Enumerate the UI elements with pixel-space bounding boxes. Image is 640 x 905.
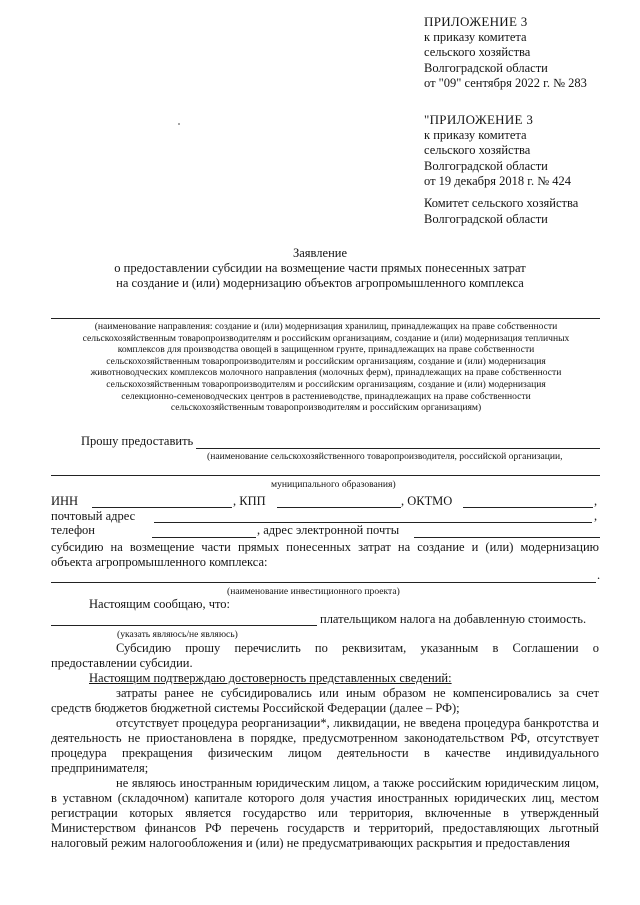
applicant-name-line[interactable] — [196, 448, 600, 449]
scan-speck — [178, 123, 180, 125]
reorg-paragraph: отсутствует процедура реорганизации*, ликвидации, не введена процедура банкротства и деятельность не приостановлена в порядке, предусмотренном законодательством РФ, отсутствует процедура прекращения физическим лицом деятельности в качестве индивидуального предпринимателя; — [51, 716, 599, 775]
appendix-original-title: "ПРИЛОЖЕНИЕ 3 — [424, 112, 534, 127]
direction-note-line: сельскохозяйственным товаропроизводителям и российским организациям, создание и (или) модернизация тепличных — [82, 332, 570, 344]
subsidy-period: . — [597, 568, 601, 582]
subsidy-line1: субсидию на возмещение части прямых понесенных затрат на создание и (или) модернизацию — [51, 540, 599, 554]
kpp-label: , КПП — [233, 494, 266, 508]
costs-paragraph: затраты ранее не субсидировались или иным образом не компенсировались за счет средств бюджетов бюджетной системы Российской Федерации (далее – РФ); — [51, 686, 599, 715]
appendix-original-line3: Волгоградской области — [424, 158, 548, 173]
appendix-current-line3: Волгоградской области — [424, 60, 548, 75]
investment-project-field[interactable] — [51, 582, 596, 583]
appendix-original-line1: к приказу комитета — [424, 127, 527, 142]
direction-note-line: селекционно-семеноводческих центров в растениеводстве, принадлежащих на праве собственности — [121, 390, 531, 402]
direction-note — [30, 321, 622, 414]
appendix-original — [424, 112, 571, 190]
addressee — [424, 196, 578, 227]
postal-comma: , — [594, 509, 598, 523]
municipality-note: муниципального образования) — [271, 479, 396, 490]
direction-note-line: сельскохозяйственным товаропроизводителям и российским организациям, создание и (или) модернизация — [106, 355, 546, 367]
investment-project-note: (наименование инвестиционного проекта) — [227, 586, 400, 597]
document-title-line2: о предоставлении субсидии на возмещение части прямых понесенных затрат — [114, 261, 526, 275]
foreign-paragraph: не являюсь иностранным юридическим лицом, а также российским юридическим лицом, в уставном (складочном) капитале которого доля участия иностранных юридических лиц, местом регистрации которых является государство или территория, включенные в утвержденный Министерством финансов РФ перечень государств и территорий, предоставляющих льготный налоговый режим налогообложения и (или) не предусматривающих раскрытия и предоставления — [51, 776, 599, 850]
vat-text: плательщиком налога на добавленную стоимость. — [320, 612, 587, 626]
appendix-current-line1: к приказу комитета — [424, 29, 527, 44]
email-field[interactable] — [414, 537, 600, 538]
appendix-current — [424, 14, 587, 92]
confirm-heading: Настоящим подтверждаю достоверность представленных сведений: — [89, 671, 452, 685]
oktmo-field[interactable] — [463, 507, 593, 508]
vat-label: Настоящим сообщаю, что: — [89, 597, 231, 611]
appendix-original-line2: сельского хозяйства — [424, 143, 531, 157]
addressee-line1: Комитет сельского хозяйства — [424, 196, 579, 210]
email-label: , адрес электронной почты — [257, 523, 400, 537]
oktmo-label: , ОКТМО — [401, 494, 453, 508]
phone-field[interactable] — [152, 537, 256, 538]
direction-note-line: комплексов для производства овощей в защищенном грунте, принадлежащих на праве собственности — [117, 344, 535, 356]
vat-note: (указать являюсь/не являюсь) — [117, 629, 238, 640]
payment-paragraph: Субсидию прошу перечислить по реквизитам, указанным в Соглашении о предоставлении субсидии. — [51, 641, 599, 670]
request-label: Прошу предоставить — [81, 434, 194, 448]
appendix-current-line2: сельского хозяйства — [424, 45, 531, 59]
inn-field[interactable] — [92, 507, 232, 508]
document-title-main: Заявление — [292, 246, 347, 260]
addressee-line2: Волгоградской области — [424, 211, 548, 226]
subsidy-line2: объекта агропромышленного комплекса: — [51, 555, 268, 569]
direction-note-line: (наименование направления: создание и (или) модернизация хранилищ, принадлежащих на праве собственности — [94, 321, 558, 332]
direction-note-line: сельскохозяйственным товаропроизводителям и российским организациям, создание и (или) модернизация — [106, 378, 546, 390]
applicant-note: (наименование сельскохозяйственного товаропроизводителя, российской организации, — [207, 451, 563, 462]
appendix-current-date: от "09" сентября 2022 г. № 283 — [424, 76, 587, 90]
phone-label: телефон — [51, 523, 95, 537]
vat-status-field[interactable] — [51, 625, 317, 626]
appendix-original-date: от 19 декабря 2018 г. № 424 — [424, 174, 572, 188]
postal-label: почтовый адрес — [51, 509, 136, 523]
inn-label: ИНН — [51, 494, 79, 508]
direction-fill-line — [51, 318, 600, 319]
inn-row-comma: , — [594, 494, 598, 508]
subsidy-text — [51, 540, 599, 570]
direction-note-line: животноводческих комплексов молочного направления (молочных ферм), принадлежащих на праве собственности — [90, 367, 562, 379]
kpp-field[interactable] — [277, 507, 401, 508]
direction-note-line: сельскохозяйственным товаропроизводителям и российским организациям) — [170, 402, 482, 414]
document-title — [0, 246, 640, 291]
appendix-current-title: ПРИЛОЖЕНИЕ 3 — [424, 14, 528, 29]
applicant-name-line-2[interactable] — [51, 475, 600, 476]
document-title-line3: на создание и (или) модернизацию объектов агропромышленного комплекса — [116, 276, 524, 290]
